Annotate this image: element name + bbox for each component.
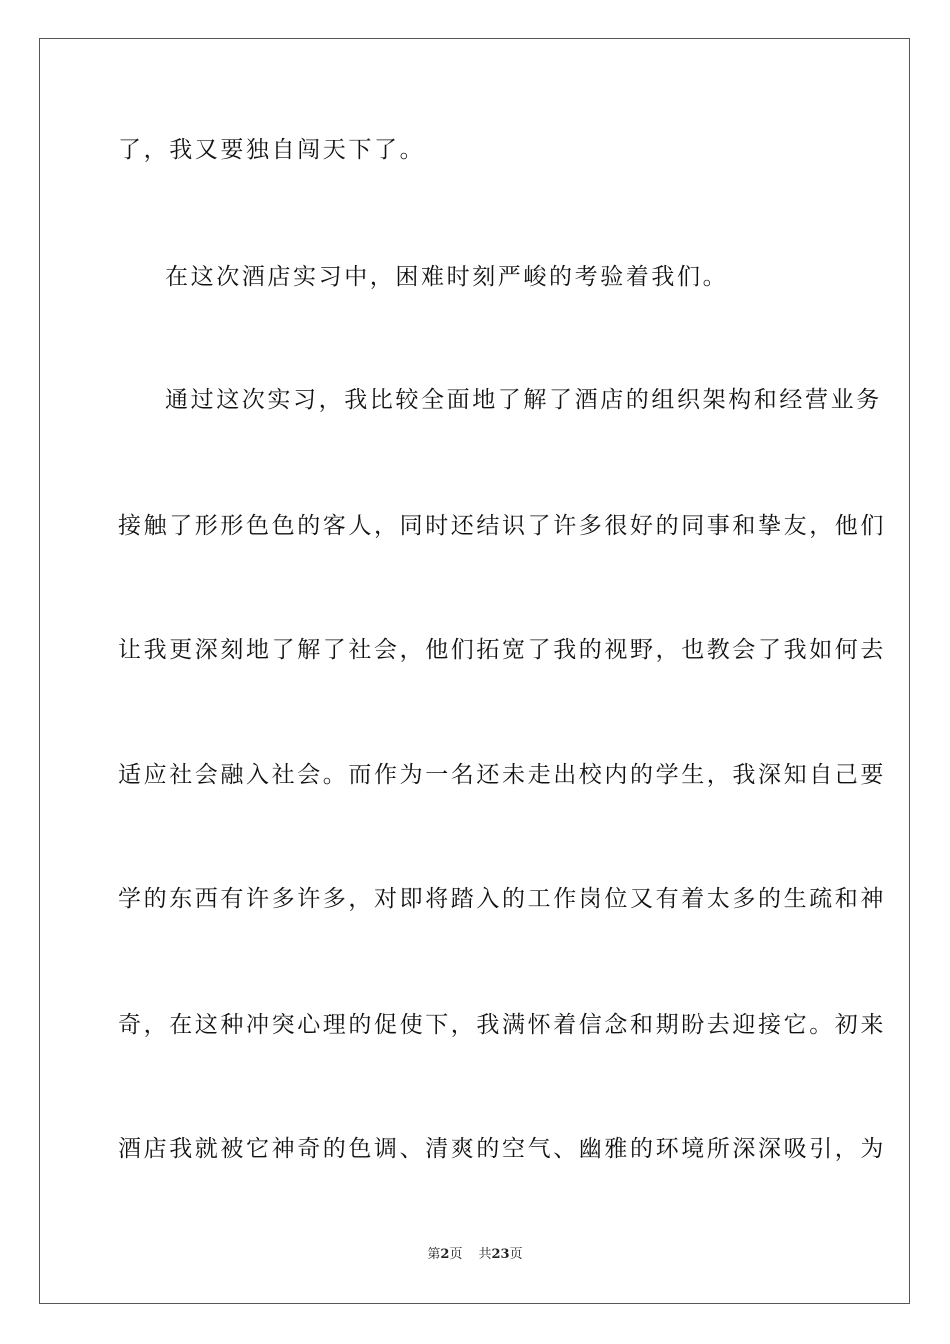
body-line-2: 在这次酒店实习中，困难时刻严峻的考验着我们。 bbox=[165, 264, 729, 290]
footer-page-prefix: 第 bbox=[427, 1247, 441, 1262]
page-footer bbox=[0, 1246, 950, 1264]
body-line-7: 学的东西有许多许多，对即将踏入的工作岗位又有着太多的生疏和神 bbox=[118, 886, 886, 912]
footer-total-prefix: 共 bbox=[478, 1247, 492, 1262]
body-line-6: 适应社会融入社会。而作为一名还未走出校内的学生，我深知自己要 bbox=[118, 762, 886, 788]
body-line-5: 让我更深刻地了解了社会，他们拓宽了我的视野，也教会了我如何去 bbox=[118, 637, 886, 663]
body-line-3: 通过这次实习，我比较全面地了解了酒店的组织架构和经营业务 bbox=[165, 387, 882, 413]
body-line-4: 接触了形形色色的客人，同时还结识了许多很好的同事和挚友，他们 bbox=[118, 513, 886, 539]
footer-page-suffix: 页 bbox=[449, 1247, 463, 1262]
body-line-8: 奇，在这种冲突心理的促使下，我满怀着信念和期盼去迎接它。初来 bbox=[118, 1012, 886, 1038]
footer-total-pages: 23 bbox=[491, 1247, 510, 1262]
footer-page-number: 2 bbox=[440, 1247, 450, 1262]
body-line-1: 了，我又要独自闯天下了。 bbox=[118, 137, 426, 163]
body-line-9: 酒店我就被它神奇的色调、清爽的空气、幽雅的环境所深深吸引，为 bbox=[118, 1136, 886, 1162]
page-border bbox=[39, 38, 910, 1304]
footer-total-suffix: 页 bbox=[509, 1247, 523, 1262]
